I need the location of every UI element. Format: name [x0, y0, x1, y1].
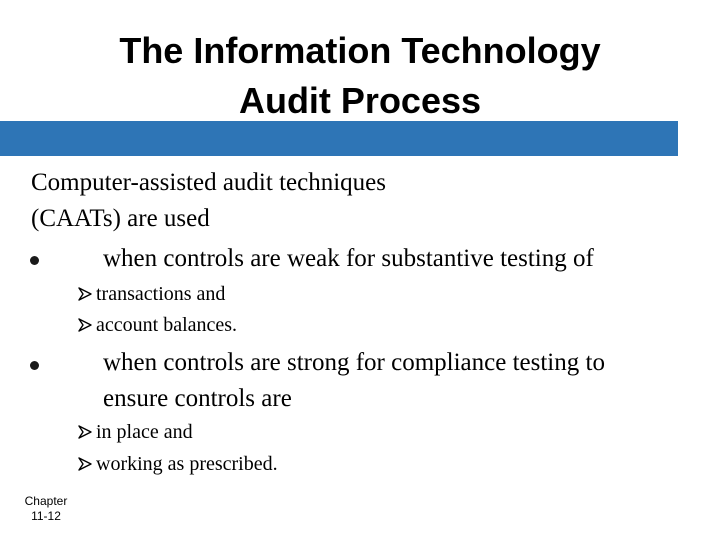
bullet-1-subitem-2: account balances. [96, 314, 238, 336]
bullet-2-subitem-1: in place and [96, 421, 193, 443]
bullet-1-text: when controls are weak for substantive testing of [103, 245, 594, 272]
arrowhead-bullet-icon [78, 287, 92, 301]
bullet-2-text [103, 345, 605, 417]
arrowhead-bullet-icon [78, 457, 92, 471]
bullet-dot-icon [30, 256, 39, 265]
slide-title [0, 26, 720, 126]
bullet-2-text-line2: ensure controls are [103, 385, 292, 412]
chapter-footer [18, 494, 74, 524]
chapter-number: 11-12 [31, 509, 61, 523]
slide-heading [31, 165, 386, 237]
heading-line2: (CAATs) are used [31, 205, 210, 232]
title-accent-bar [0, 121, 678, 156]
chapter-label: Chapter [24, 494, 68, 508]
bullet-dot-icon [30, 361, 39, 370]
heading-line1: Computer-assisted audit techniques [31, 169, 386, 196]
bullet-1-subitem-1: transactions and [96, 283, 226, 305]
slide-title-line2: Audit Process [238, 80, 482, 121]
bullet-2-text-line1: when controls are strong for compliance testing to [103, 349, 605, 376]
arrowhead-bullet-icon [78, 318, 92, 332]
bullet-2-subitem-2: working as prescribed. [96, 453, 278, 475]
slide-title-line1: The Information Technology [119, 30, 601, 71]
arrowhead-bullet-icon [78, 425, 92, 439]
